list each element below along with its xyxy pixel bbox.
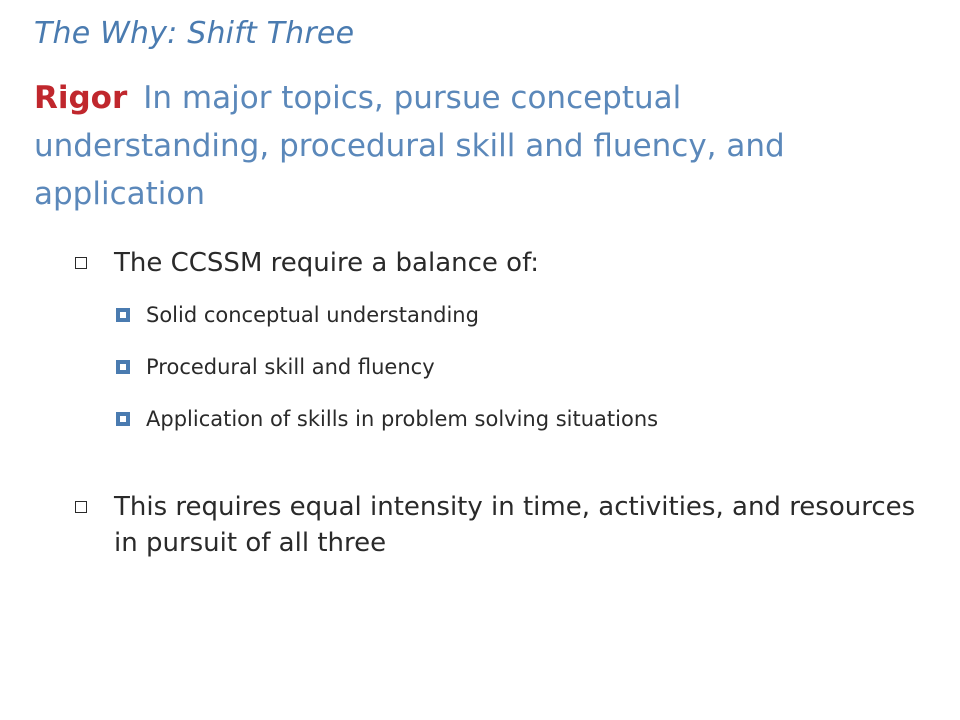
filled-square-bullet-icon (116, 412, 130, 426)
bullet-text: This requires equal intensity in time, activities, and resources in pursuit of all three (114, 492, 916, 558)
slide-subtitle (34, 74, 924, 218)
sub-bullet-text: Solid conceptual understanding (146, 303, 479, 327)
sub-bullet-item (116, 301, 932, 329)
sub-bullet-item (116, 353, 932, 381)
bullet-list (72, 245, 932, 561)
hollow-square-icon (75, 501, 87, 513)
subtitle-text: In major topics, pursue conceptual understanding, procedural skill and fluency, and application (34, 80, 785, 212)
bullet-item (72, 489, 932, 561)
hollow-square-icon (75, 257, 87, 269)
filled-square-bullet-icon (116, 360, 130, 374)
sub-bullet-list (116, 301, 932, 433)
bullet-item (72, 245, 932, 433)
sub-bullet-text: Procedural skill and fluency (146, 355, 435, 379)
bullet-text: The CCSSM require a balance of: (114, 248, 540, 278)
slide-title: The Why: Shift Three (34, 16, 355, 51)
subtitle-keyword: Rigor (34, 80, 128, 116)
sub-bullet-text: Application of skills in problem solving situations (146, 407, 659, 431)
sub-bullet-item (116, 405, 932, 433)
filled-square-bullet-icon (116, 308, 130, 322)
